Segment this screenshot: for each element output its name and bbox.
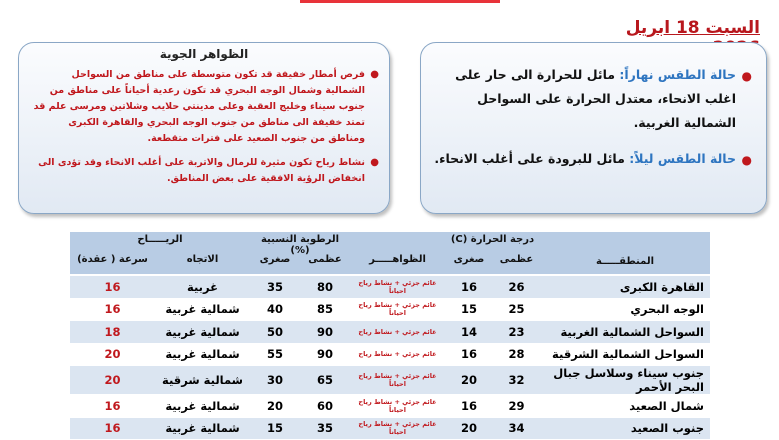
cell-temp-min: 16 [445,395,493,418]
cell-phenomena: غائم جزئي + نشاط رياح احياناً [350,366,445,395]
phenomena-item [29,67,379,147]
table-row [70,298,710,321]
cell-phenomena: غائم جزئي + نشاط رياح احياناً [350,276,445,298]
cell-region: القاهرة الكبرى [540,276,710,298]
header-temperature: درجة الحرارة (C) [450,234,535,245]
cell-temp-min: 15 [445,298,493,321]
table-row [70,343,710,366]
cell-phenomena: غائم جزئي + نشاط رياح احياناً [350,395,445,418]
cell-wind-speed: 16 [70,395,155,418]
day-state-label: حالة الطقس نهاراً: [619,67,736,82]
cell-humidity-max: 65 [300,366,350,395]
cell-region: السواحل الشمالية الشرقية [540,343,710,366]
weather-state-list [431,63,752,183]
cell-humidity-min: 15 [250,417,300,440]
cell-wind-speed: 16 [70,298,155,321]
day-state [431,63,752,135]
cell-humidity-min: 20 [250,395,300,418]
cell-temp-max: 23 [493,321,540,344]
table-header [70,232,710,274]
cell-humidity-max: 80 [300,276,350,298]
cell-wind-speed: 18 [70,321,155,344]
phenomena-list [29,67,379,195]
cell-phenomena: غائم جزئي + نشاط رياح احياناً [350,298,445,321]
header-hum-max: عظمى [308,254,342,265]
table-row [70,366,710,395]
day-state-text: مائل للحرارة الى حار على اغلب الانحاء، معتدل الحرارة على السواحل الشمالية الغربية. [455,67,736,130]
cell-temp-max: 28 [493,343,540,366]
cell-wind-speed: 16 [70,417,155,440]
phenomena-title: الظواهر الجوية [159,47,249,61]
top-accent-line [300,0,500,3]
cell-temp-max: 34 [493,417,540,440]
table-row [70,417,710,440]
cell-temp-min: 14 [445,321,493,344]
cell-region: الوجه البحري [540,298,710,321]
bullet-icon: ● [741,69,752,83]
table-row [70,395,710,418]
bullet-icon: ● [370,157,379,168]
night-state-label: حالة الطقس ليلاً: [629,151,736,166]
cell-phenomena: غائم جزئي + نشاط رياح احياناً [350,417,445,440]
cell-wind-direction: شمالية شرقية [155,366,250,395]
phenomena-card [18,42,390,214]
cell-temp-max: 25 [493,298,540,321]
cell-humidity-max: 85 [300,298,350,321]
cell-humidity-min: 30 [250,366,300,395]
header-winds: الريـــــاح [137,234,183,245]
cell-region: جنوب الصعيد [540,417,710,440]
cell-humidity-max: 60 [300,395,350,418]
cell-humidity-min: 35 [250,276,300,298]
cell-humidity-min: 50 [250,321,300,344]
phenomena-text: نشاط رياح تكون مثيرة للرمال والاتربة على أغلب الانحاء وقد تؤدى الى انخفاض الرؤية الافقية على بعض المناطق. [38,157,365,184]
cell-temp-max: 26 [493,276,540,298]
cell-temp-min: 16 [445,276,493,298]
cell-temp-max: 29 [493,395,540,418]
bullet-icon: ● [370,69,379,80]
cell-wind-direction: شمالية غربية [155,298,250,321]
table-row [70,321,710,344]
cell-region: شمال الصعيد [540,395,710,418]
phenomena-text: فرص أمطار خفيفة قد تكون متوسطة على مناطق من السواحل الشمالية وشمال الوجه البحري قد تكون رعدية أحياناً على مناطق من جنوب سيناء وخليج العقبة وعلى مدينتي حلايب وشلاتين ومرسى علم قد تمتد خفيفة الى مناطق من جنوب الوجه البحري والقاهرة الكبرى ومناطق من جنوب الصعيد على فترات متقطعة. [33,69,365,144]
report-date: السبت 18 ابريل [625,18,760,38]
cell-wind-direction: غربية [155,276,250,298]
table-row [70,276,710,298]
header-wind-speed: سرعة ( عقدة) [77,254,148,265]
cell-temp-min: 20 [445,366,493,395]
forecast-table [70,232,710,437]
header-phenomena: الظواهـــــر [369,254,426,265]
header-temp-min: صغرى [453,254,485,265]
cell-wind-direction: شمالية غربية [155,417,250,440]
cell-humidity-max: 90 [300,343,350,366]
header-temp-max: عظمى [499,254,534,265]
night-state [431,147,752,171]
cell-humidity-min: 40 [250,298,300,321]
header-hum-min: صغرى [259,254,291,265]
weather-state-card [420,42,767,214]
cell-region: السواحل الشمالية الغربية [540,321,710,344]
cell-phenomena: غائم جزئي + نشاط رياح [350,321,445,344]
cell-temp-max: 32 [493,366,540,395]
cell-phenomena: غائم جزئي + نشاط رياح [350,343,445,366]
cell-wind-speed: 20 [70,343,155,366]
phenomena-item [29,155,379,187]
night-state-text: مائل للبرودة على أغلب الانحاء. [434,151,625,166]
table-body [70,276,710,440]
cell-humidity-max: 35 [300,417,350,440]
cell-wind-direction: شمالية غربية [155,343,250,366]
cell-temp-min: 20 [445,417,493,440]
cell-wind-speed: 20 [70,366,155,395]
cell-region: جنوب سيناء وسلاسل جبال البحر الأحمر [540,366,710,395]
cell-humidity-min: 55 [250,343,300,366]
bullet-icon: ● [741,153,752,167]
cell-wind-direction: شمالية غربية [155,395,250,418]
header-region: المنطقـــــة [595,256,655,267]
cell-wind-speed: 16 [70,276,155,298]
header-wind-direction: الاتجاه [186,254,219,265]
header-humidity: الرطوبة النسبية (%) [260,234,340,256]
cell-humidity-max: 90 [300,321,350,344]
cell-wind-direction: شمالية غربية [155,321,250,344]
cell-temp-min: 16 [445,343,493,366]
